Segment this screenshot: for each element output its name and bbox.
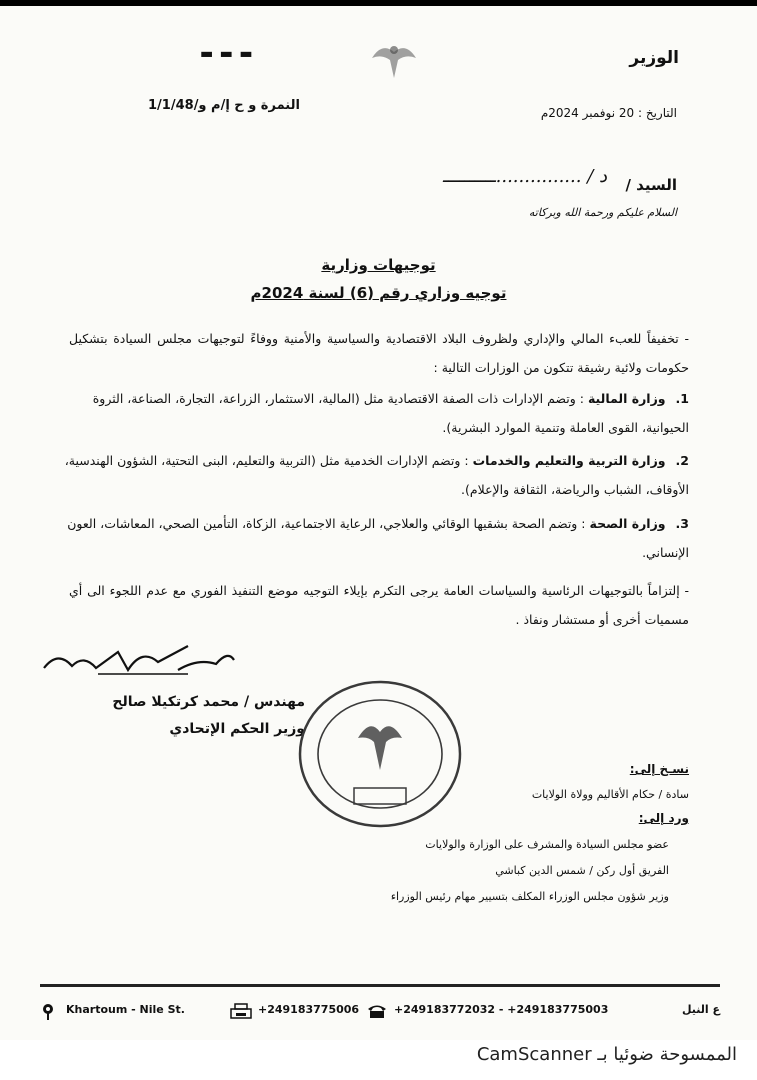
heading-directives: توجيهات وزارية bbox=[321, 256, 436, 274]
salutation-prefix: السيد / bbox=[625, 176, 677, 194]
info-recipient: وزير شؤون مجلس الوزراء المكلف بتسيير مهام رئيس الوزراء bbox=[390, 890, 669, 903]
salutation-greeting: السلام عليكم ورحمة الله وبركاته bbox=[528, 206, 677, 219]
footer-fax: +249183775006 bbox=[258, 1003, 360, 1016]
fax-icon bbox=[230, 1003, 252, 1019]
letter-date: التاريخ : 20 نوفمبر 2024م bbox=[540, 106, 677, 120]
heading-directive-number: توجيه وزاري رقم (6) لسنة 2024م bbox=[250, 284, 507, 302]
info-recipient: عضو مجلس السيادة والمشرف على الوزارة والولايات bbox=[425, 838, 669, 851]
item-title: وزارة المالية bbox=[587, 391, 666, 406]
info-to-heading: ورد إلى: bbox=[638, 811, 689, 825]
footer-phones: +249183772032 - +249183775003 bbox=[394, 1003, 609, 1016]
info-recipient: الفريق أول ركن / شمس الدين كباشي bbox=[495, 864, 669, 877]
signatory-name: مهندس / محمد كرتكيلا صالح bbox=[112, 694, 305, 710]
footer-divider bbox=[40, 984, 720, 987]
minister-label: الوزير bbox=[629, 48, 679, 68]
signatory-title: وزير الحكم الإتحادي bbox=[169, 721, 305, 737]
ministry-item-3 bbox=[59, 509, 689, 567]
reference-number: النمرة و ح إ/م و/1/1/48 bbox=[148, 98, 300, 113]
scanner-label: الممسوحة ضوئيا بـ CamScanner bbox=[476, 1044, 737, 1065]
item-number: 1. bbox=[675, 391, 689, 406]
letterhead-footer bbox=[40, 999, 720, 1023]
item-title: وزارة الصحة bbox=[589, 516, 666, 531]
item-number: 2. bbox=[675, 453, 689, 468]
header-dashes: ▬ ▬ ▬ bbox=[200, 46, 254, 62]
ministry-item-2 bbox=[59, 446, 689, 504]
copies-recipient: سادة / حكام الأقاليم وولاة الولايات bbox=[531, 788, 689, 801]
scanner-watermark bbox=[0, 1040, 757, 1080]
emblem-icon bbox=[368, 38, 420, 82]
item-text: : وتضم الإدارات الخدمية مثل (التربية والتعليم، البنى التحتية، الشؤون الهندسية، الأوقاف، الشباب والرياضة، الثقافة والإعلام). bbox=[64, 453, 689, 497]
salutation-name: د / ...............ــــــــــ bbox=[442, 166, 607, 187]
handwritten-signature bbox=[38, 640, 238, 680]
location-pin-icon bbox=[40, 1003, 56, 1021]
closing-paragraph: - إلتزاماً بالتوجيهات الرئاسية والسياسات العامة يرجى التكرم بإيلاء التوجيه موضع التنفيذ الفوري مع عدم اللجوء الى أي مسميات أخرى أو مستشار ونفاذ . bbox=[69, 583, 689, 627]
letter-page bbox=[0, 6, 757, 1040]
item-number: 3. bbox=[675, 516, 689, 531]
footer-location: Khartoum - Nile St. bbox=[66, 1003, 185, 1016]
item-title: وزارة التربية والتعليم والخدمات bbox=[472, 453, 666, 468]
official-stamp bbox=[296, 678, 464, 830]
item-text: : وتضم الصحة بشقيها الوقائي والعلاجي، الرعاية الاجتماعية، الزكاة، التأمين الصحي، المعاشات، العون الإنساني. bbox=[67, 516, 689, 560]
copies-to-heading: نسـخ إلى: bbox=[629, 762, 689, 776]
phone-icon bbox=[366, 1003, 388, 1019]
footer-arabic-street: ع النيل bbox=[681, 1003, 720, 1016]
intro-paragraph: - تخفيفاً للعبء المالي والإداري ولظروف البلاد الاقتصادية والسياسية والأمنية ووفاءً لتوجيهات مجلس السيادة بتشكيل حكومات ولائية رشيقة تتكون من الوزارات التالية : bbox=[69, 331, 689, 375]
item-text: : وتضم الإدارات ذات الصفة الاقتصادية مثل (المالية، الاستثمار، الزراعة، التجارة، الصناعة، الثروة الحيوانية، القوى العاملة وتنمية الموارد البشرية). bbox=[92, 391, 689, 435]
ministry-item-1 bbox=[59, 384, 689, 442]
